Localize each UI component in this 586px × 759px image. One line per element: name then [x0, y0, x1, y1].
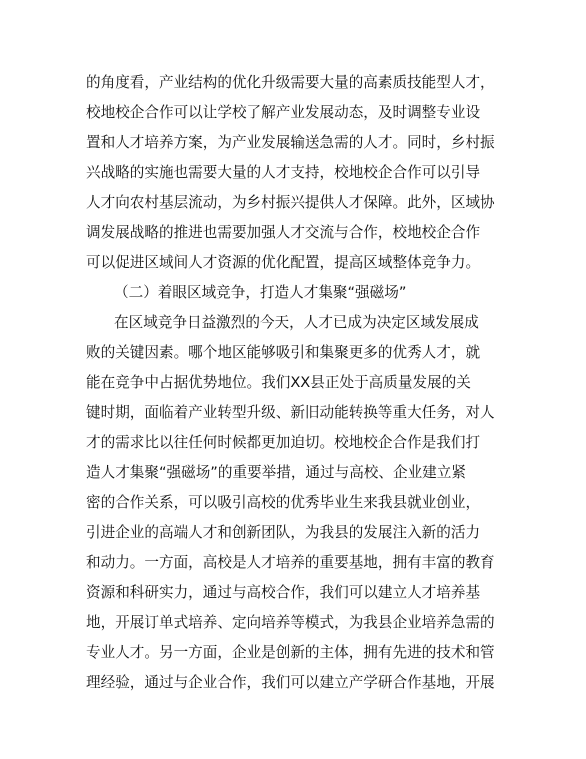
- text-line: 专业人才。另一方面，企业是创新的主体，拥有先进的技术和管: [86, 644, 495, 661]
- text-line: 才的需求比以往任何时候都更加迫切。校地校企合作是我们打: [86, 434, 481, 451]
- text-line: 引进企业的高端人才和创新团队，为我县的发展注入新的活力: [86, 524, 481, 541]
- text-line: 校地校企合作可以让学校了解产业发展动态，及时调整专业设: [86, 104, 481, 121]
- text-line: 在区域竞争日益激烈的今天，人才已成为决定区域发展成: [114, 314, 479, 331]
- text-line: 人才向农村基层流动，为乡村振兴提供人才保障。此外，区域协: [86, 194, 495, 211]
- text-line: 能在竞争中占据优势地位。我们XX县正处于高质量发展的关: [86, 374, 471, 391]
- text-line: 资源和科研实力，通过与高校合作，我们可以建立人才培养基: [86, 584, 481, 601]
- text-line: 可以促进区域间人才资源的优化配置，提高区域整体竞争力。: [86, 254, 481, 271]
- text-line: 理经验，通过与企业合作，我们可以建立产学研合作基地，开展: [86, 674, 495, 691]
- text-line: 和动力。一方面，高校是人才培养的重要基地，拥有丰富的教育: [86, 554, 495, 571]
- text-line: 调发展战略的推进也需要加强人才交流与合作，校地校企合作: [86, 224, 481, 241]
- text-line: 键时期，面临着产业转型升级、新旧动能转换等重大任务，对人: [86, 404, 495, 421]
- text-line: 的角度看，产业结构的优化升级需要大量的高素质技能型人才，: [86, 74, 495, 91]
- text-line: 置和人才培养方案，为产业发展输送急需的人才。同时，乡村振: [86, 134, 495, 151]
- text-line: 密的合作关系，可以吸引高校的优秀毕业生来我县就业创业，: [86, 494, 481, 511]
- text-line: 地，开展订单式培养、定向培养等模式，为我县企业培养急需的: [86, 614, 495, 631]
- section-heading: （二）着眼区域竞争，打造人才集聚“强磁场”: [114, 284, 407, 301]
- text-line: 败的关键因素。哪个地区能够吸引和集聚更多的优秀人才，就: [86, 344, 481, 361]
- text-line: 兴战略的实施也需要大量的人才支持，校地校企合作可以引导: [86, 164, 481, 181]
- text-line: 造人才集聚“强磁场”的重要举措，通过与高校、企业建立紧: [86, 464, 466, 481]
